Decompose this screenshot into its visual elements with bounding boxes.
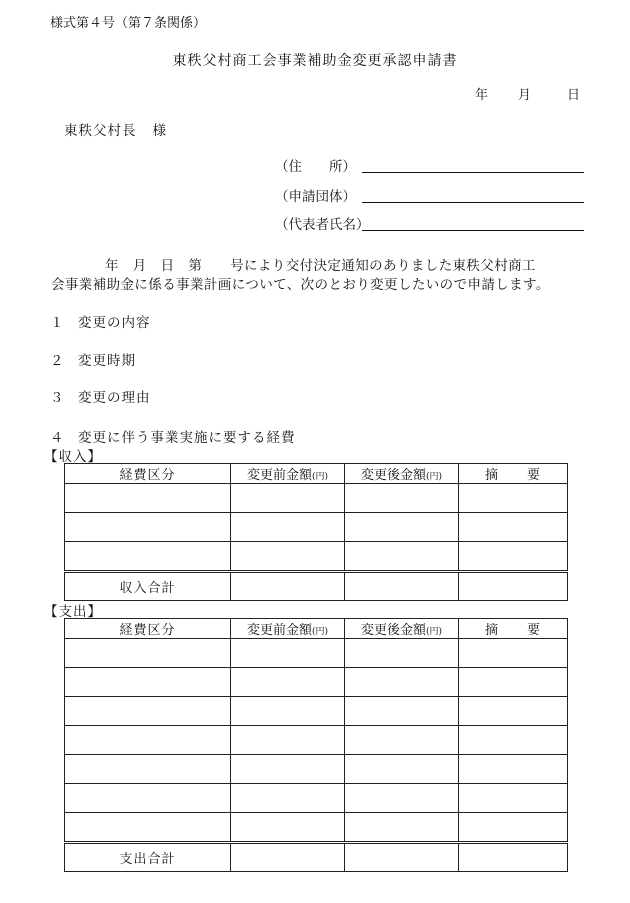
income-after-cell[interactable] [345, 484, 459, 513]
expense-category-cell[interactable] [65, 755, 231, 784]
income-remarks-cell[interactable] [459, 484, 568, 513]
section-number: ２ [50, 353, 65, 369]
organization-underline[interactable] [362, 202, 584, 203]
column-remarks: 摘 要 [459, 464, 568, 484]
expense-after-cell[interactable] [345, 639, 459, 668]
section-number: ４ [50, 430, 65, 446]
expense-category-cell[interactable] [65, 697, 231, 726]
expense-after-cell[interactable] [345, 813, 459, 843]
expense-row [65, 668, 568, 697]
date-month-label: 月 [517, 88, 531, 103]
section-change-expenses [50, 426, 296, 446]
organization-label: （申請団体） [275, 189, 356, 205]
expense-after-cell[interactable] [345, 726, 459, 755]
income-before-cell[interactable] [231, 542, 345, 572]
income-label: 【収入】 [44, 449, 102, 465]
expense-after-cell[interactable] [345, 784, 459, 813]
document-title: 東秩父村商工会事業補助金変更承認申請書 [172, 53, 458, 69]
expense-row [65, 784, 568, 813]
column-before-amount [231, 619, 345, 639]
expense-row [65, 726, 568, 755]
expense-table [64, 618, 568, 872]
organization-field[interactable] [275, 185, 360, 205]
expense-label: 【支出】 [44, 604, 102, 620]
recipient-name: 東秩父村長 [64, 123, 137, 139]
date-year-label: 年 [474, 88, 488, 103]
expense-remarks-cell[interactable] [459, 726, 568, 755]
address-field[interactable] [275, 155, 360, 175]
expense-total-row [65, 843, 568, 872]
address-underline[interactable] [362, 172, 584, 173]
expense-before-cell[interactable] [231, 784, 345, 813]
column-after-amount [345, 464, 459, 484]
body-line-1: 年 月 日 第 号により交付決定通知のありました東秩父村商工 [105, 258, 536, 274]
income-after-cell[interactable] [345, 513, 459, 542]
expense-remarks-cell[interactable] [459, 813, 568, 843]
income-category-cell[interactable] [65, 513, 231, 542]
expense-remarks-cell[interactable] [459, 668, 568, 697]
yen-unit: (円) [311, 627, 329, 637]
expense-category-cell[interactable] [65, 726, 231, 755]
expense-before-cell[interactable] [231, 755, 345, 784]
section-text: 変更の内容 [78, 315, 151, 331]
section-change-reason [50, 386, 151, 406]
expense-after-cell[interactable] [345, 697, 459, 726]
expense-total-before-cell[interactable] [231, 843, 345, 872]
representative-field[interactable] [275, 213, 370, 233]
income-row [65, 513, 568, 542]
income-category-cell[interactable] [65, 484, 231, 513]
column-category: 経費区分 [65, 464, 231, 484]
income-row [65, 542, 568, 572]
expense-remarks-cell[interactable] [459, 784, 568, 813]
yen-unit: (円) [311, 472, 329, 482]
expense-total-label: 支出合計 [65, 843, 231, 872]
expense-before-cell[interactable] [231, 697, 345, 726]
expense-before-cell[interactable] [231, 639, 345, 668]
yen-unit: (円) [425, 627, 443, 637]
expense-category-cell[interactable] [65, 668, 231, 697]
expense-remarks-cell[interactable] [459, 639, 568, 668]
expense-before-cell[interactable] [231, 668, 345, 697]
expense-after-cell[interactable] [345, 755, 459, 784]
income-remarks-cell[interactable] [459, 542, 568, 572]
form-number: 様式第４号（第７条関係） [50, 16, 207, 31]
income-remarks-cell[interactable] [459, 513, 568, 542]
expense-total-after-cell[interactable] [345, 843, 459, 872]
column-before-text: 変更前金額 [246, 468, 312, 483]
income-total-row [65, 572, 568, 601]
date-line [475, 84, 580, 103]
recipient [64, 119, 167, 139]
section-text: 変更に伴う事業実施に要する経費 [78, 430, 296, 446]
expense-before-cell[interactable] [231, 726, 345, 755]
expense-category-cell[interactable] [65, 784, 231, 813]
section-change-content [50, 311, 151, 331]
expense-after-cell[interactable] [345, 668, 459, 697]
income-total-after-cell[interactable] [345, 572, 459, 601]
address-label: （住 所） [275, 159, 356, 175]
section-text: 変更時期 [78, 353, 136, 369]
section-text: 変更の理由 [78, 390, 151, 406]
section-number: １ [50, 315, 65, 331]
section-number: ３ [50, 390, 65, 406]
expense-row [65, 813, 568, 843]
column-remarks: 摘 要 [459, 619, 568, 639]
expense-before-cell[interactable] [231, 813, 345, 843]
income-rows [65, 484, 568, 601]
section-change-timing [50, 349, 136, 369]
column-category: 経費区分 [65, 619, 231, 639]
column-before-amount [231, 464, 345, 484]
expense-remarks-cell[interactable] [459, 697, 568, 726]
income-before-cell[interactable] [231, 484, 345, 513]
expense-row [65, 639, 568, 668]
income-total-label: 収入合計 [65, 572, 231, 601]
column-after-amount [345, 619, 459, 639]
income-before-cell[interactable] [231, 513, 345, 542]
expense-total-remarks-cell[interactable] [459, 843, 568, 872]
column-before-text: 変更前金額 [246, 623, 312, 638]
income-row [65, 484, 568, 513]
representative-label: （代表者氏名） [275, 217, 370, 233]
income-after-cell[interactable] [345, 542, 459, 572]
column-after-text: 変更後金額 [360, 468, 426, 483]
body-paragraph [51, 257, 591, 295]
representative-underline[interactable] [362, 230, 584, 231]
income-category-cell[interactable] [65, 542, 231, 572]
recipient-honorific: 様 [152, 123, 167, 139]
expense-row [65, 697, 568, 726]
date-day-label: 日 [566, 88, 580, 103]
income-total-before-cell[interactable] [231, 572, 345, 601]
expense-category-cell[interactable] [65, 813, 231, 843]
income-total-remarks-cell[interactable] [459, 572, 568, 601]
yen-unit: (円) [425, 472, 443, 482]
expense-rows [65, 639, 568, 872]
column-after-text: 変更後金額 [360, 623, 426, 638]
expense-remarks-cell[interactable] [459, 755, 568, 784]
expense-category-cell[interactable] [65, 639, 231, 668]
income-table [64, 463, 568, 601]
body-line-2: 会事業補助金に係る事業計画について、次のとおり変更したいので申請します。 [51, 277, 550, 293]
expense-row [65, 755, 568, 784]
